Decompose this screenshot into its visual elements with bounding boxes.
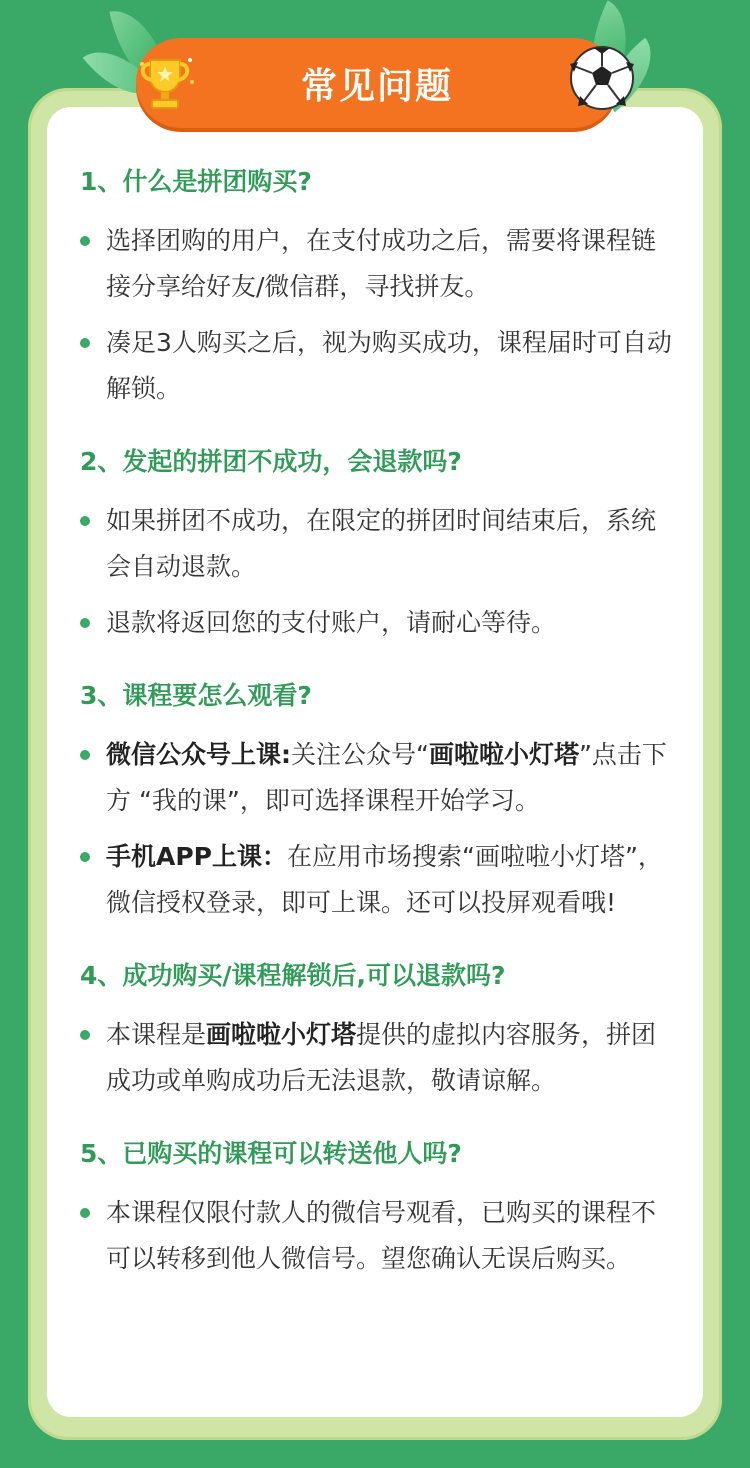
- faq-question: 2、发起的拼团不成功，会退款吗?: [80, 447, 462, 476]
- answer-body: 在应用市场搜索“画啦啦小灯塔”，微信授权登录，即可上课。还可以投屏观看哦!: [106, 842, 663, 917]
- faq-answer-text: [106, 732, 680, 824]
- bullet-icon: [80, 1012, 106, 1058]
- faq-content: [80, 160, 680, 1310]
- faq-section: [80, 160, 680, 412]
- bullet-icon: [80, 600, 106, 646]
- faq-answer-text: 选择团购的用户，在支付成功之后，需要将课程链接分享给好友/微信群，寻找拼友。: [106, 226, 657, 301]
- answer-bold: 画啦啦小灯塔: [428, 740, 579, 769]
- answer-bold: 画啦啦小灯塔: [206, 1020, 357, 1049]
- faq-answer: [80, 1012, 680, 1104]
- answer-body: 关注公众号“: [291, 740, 429, 769]
- bullet-icon: [80, 320, 106, 366]
- faq-answer: [80, 218, 680, 310]
- faq-answer-text: 本课程仅限付款人的微信号观看，已购买的课程不可以转移到他人微信号。望您确认无误后购买。: [106, 1198, 657, 1273]
- faq-answer: [80, 600, 680, 646]
- answer-body: 本课程是: [106, 1020, 207, 1049]
- faq-section: [80, 440, 680, 646]
- faq-question: 4、成功购买/课程解锁后,可以退款吗?: [80, 961, 506, 990]
- faq-answer: [80, 1190, 680, 1282]
- faq-answer: [80, 320, 680, 412]
- faq-section: [80, 1132, 680, 1282]
- faq-answer-text: 如果拼团不成功，在限定的拼团时间结束后，系统会自动退款。: [106, 506, 657, 581]
- bullet-icon: [80, 498, 106, 544]
- bullet-icon: [80, 1190, 106, 1236]
- answer-lead: 手机APP上课：: [106, 842, 287, 871]
- answer-lead: 微信公众号上课:: [106, 740, 291, 769]
- faq-answer-text: [106, 1012, 680, 1104]
- bullet-icon: [80, 218, 106, 264]
- faq-answer: [80, 834, 680, 926]
- faq-answer: [80, 498, 680, 590]
- page-title: 常见问题: [300, 65, 453, 107]
- faq-answer-text: 退款将返回您的支付账户，请耐心等待。: [106, 608, 557, 637]
- answer-tail: ”点击下方 “我的课”，即可选择课程开始学习。: [106, 740, 667, 815]
- answer-tail: 提供的虚拟内容服务，拼团成功或单购成功后无法退款，敬请谅解。: [106, 1020, 657, 1095]
- title-banner: [136, 38, 618, 128]
- faq-question: 3、课程要怎么观看?: [80, 681, 312, 710]
- faq-answer-text: [106, 834, 680, 926]
- faq-section: [80, 954, 680, 1104]
- faq-question: 5、已购买的课程可以转送他人吗?: [80, 1139, 462, 1168]
- faq-section: [80, 674, 680, 926]
- trophy-icon: [130, 48, 200, 118]
- faq-question: 1、什么是拼团购买?: [80, 167, 312, 196]
- bullet-icon: [80, 834, 106, 880]
- bullet-icon: [80, 732, 106, 778]
- soccer-ball-icon: [568, 44, 636, 112]
- faq-answer-text: 凑足3人购买之后，视为购买成功，课程届时可自动解锁。: [106, 328, 672, 403]
- faq-answer: [80, 732, 680, 824]
